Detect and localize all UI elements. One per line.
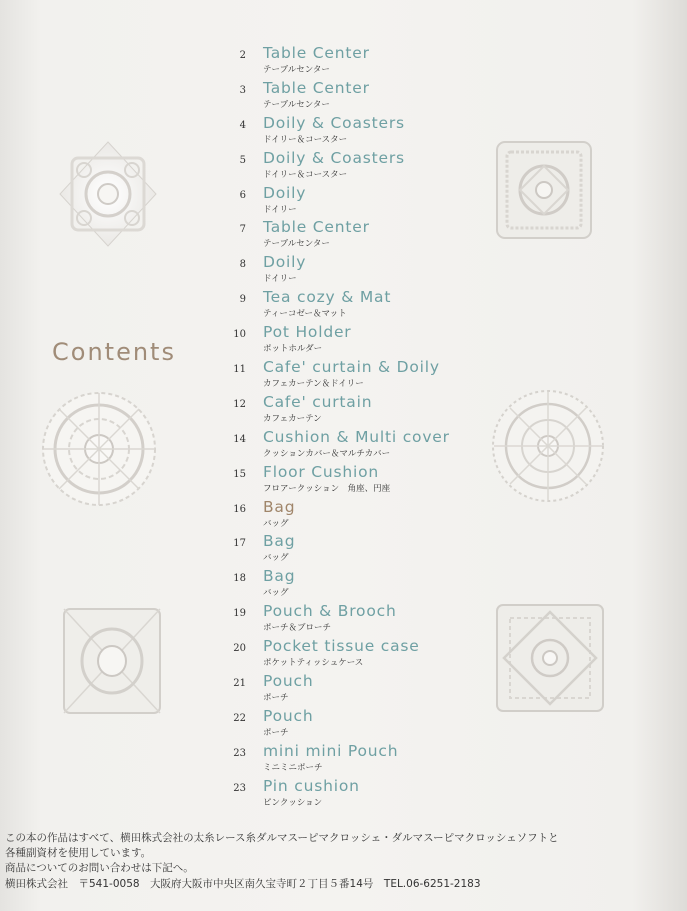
- toc-japanese-title: ポーチ: [263, 727, 289, 738]
- toc-english-title: Doily: [263, 183, 307, 202]
- toc-japanese-title: ドイリー: [263, 204, 297, 215]
- round-doily-left-image: [40, 390, 158, 508]
- toc-english-title: Pouch & Brooch: [263, 602, 397, 621]
- toc-english-title: Doily & Coasters: [263, 113, 405, 132]
- publisher-footer: [5, 831, 685, 892]
- toc-english-title: Floor Cushion: [263, 462, 380, 481]
- toc-japanese-title: テーブルセンター: [263, 239, 330, 250]
- toc-japanese-title: ポケットティッシュケース: [263, 658, 364, 669]
- toc-english-title: Cafe' curtain: [263, 392, 373, 411]
- toc-entry: [230, 567, 650, 602]
- toc-english-title: Pouch: [263, 706, 314, 725]
- toc-entry: [230, 184, 650, 219]
- toc-page-number: 2: [239, 50, 246, 61]
- toc-english-title: Table Center: [263, 218, 370, 237]
- toc-entry: [230, 602, 650, 637]
- toc-english-title: Cushion & Multi cover: [263, 427, 450, 446]
- toc-page-number: 9: [239, 294, 246, 306]
- toc-english-title: Table Center: [263, 78, 370, 97]
- toc-english-title: Bag: [263, 497, 296, 516]
- toc-entry: [230, 114, 650, 149]
- toc-entry: [230, 463, 650, 498]
- toc-page-number: 4: [239, 119, 246, 131]
- toc-entry: [230, 218, 650, 253]
- toc-page-number: 8: [239, 259, 246, 271]
- toc-entry: [230, 44, 650, 79]
- toc-japanese-title: ポーチ＆ブローチ: [263, 623, 332, 634]
- toc-english-title: Cafe' curtain & Doily: [263, 358, 440, 377]
- toc-english-title: Pin cushion: [263, 776, 360, 795]
- toc-english-title: Table Center: [263, 44, 370, 62]
- square-doily-bottom-left-image: [60, 605, 164, 717]
- toc-japanese-title: フロアークッション 角座、円座: [263, 483, 391, 494]
- toc-page-number: 23: [233, 747, 246, 759]
- toc-entry: [230, 672, 650, 707]
- toc-entry: [230, 742, 650, 777]
- toc-japanese-title: ティーコゼー＆マット: [263, 309, 347, 320]
- toc-page-number: 3: [239, 84, 246, 96]
- toc-entry: [230, 358, 650, 393]
- table-of-contents: [230, 44, 650, 812]
- toc-page-number: 7: [239, 224, 246, 236]
- toc-entry: [230, 79, 650, 114]
- footer-line: 横田株式会社 〒541-0058 大阪府大阪市中央区南久宝寺町２丁目５番14号 TEL.06-6251-2183: [5, 877, 481, 890]
- toc-japanese-title: ポットホルダー: [263, 344, 323, 355]
- toc-page-number: 5: [239, 154, 246, 166]
- toc-english-title: mini mini Pouch: [263, 741, 399, 760]
- toc-entry: [230, 288, 650, 323]
- square-doily-top-left-image: [58, 140, 158, 248]
- toc-japanese-title: テーブルセンター: [263, 65, 330, 75]
- toc-page-number: 19: [233, 608, 246, 620]
- toc-english-title: Bag: [263, 567, 296, 586]
- toc-entry: [230, 498, 650, 533]
- toc-page-number: 22: [233, 712, 246, 724]
- toc-page-number: 15: [233, 468, 246, 480]
- toc-entry: [230, 149, 650, 184]
- footer-line: この本の作品はすべて、横田株式会社の太糸レース糸ダルマスーピマクロッシェ・ダルマスーピマクロッシェソフトと: [5, 832, 559, 844]
- toc-english-title: Bag: [263, 532, 296, 551]
- toc-japanese-title: バッグ: [263, 518, 289, 529]
- toc-page-number: 20: [233, 643, 246, 655]
- toc-japanese-title: カフェカーテン＆ドイリー: [263, 379, 364, 390]
- toc-entry: [230, 393, 650, 428]
- toc-japanese-title: カフェカーテン: [263, 413, 322, 424]
- toc-english-title: Pocket tissue case: [263, 637, 420, 656]
- toc-japanese-title: ピンクッション: [263, 797, 323, 808]
- toc-japanese-title: バッグ: [263, 553, 289, 564]
- toc-japanese-title: ポーチ: [263, 693, 289, 704]
- toc-japanese-title: バッグ: [263, 588, 289, 599]
- toc-page-number: 14: [233, 433, 246, 445]
- toc-entry: [230, 637, 650, 672]
- toc-japanese-title: テーブルセンター: [263, 99, 330, 110]
- toc-japanese-title: ドイリー＆コースター: [263, 169, 348, 180]
- toc-entry: [230, 428, 650, 463]
- toc-page-number: 21: [233, 678, 246, 690]
- toc-page-number: 6: [239, 189, 246, 201]
- toc-entry: [230, 707, 650, 742]
- toc-japanese-title: ドイリー: [263, 274, 297, 285]
- toc-japanese-title: クッションカバー＆マルチカバー: [263, 448, 391, 459]
- toc-page-number: 16: [233, 503, 246, 515]
- toc-japanese-title: ミニミニポーチ: [263, 762, 323, 773]
- toc-english-title: Pot Holder: [263, 323, 352, 342]
- toc-page-number: 23: [233, 782, 246, 794]
- toc-english-title: Tea cozy & Mat: [263, 288, 392, 307]
- toc-english-title: Doily & Coasters: [263, 148, 405, 167]
- toc-page-number: 12: [233, 398, 246, 410]
- toc-entry: [230, 777, 650, 812]
- toc-entry: [230, 323, 650, 358]
- toc-japanese-title: ドイリー＆コースター: [263, 134, 348, 145]
- toc-entry: [230, 253, 650, 288]
- toc-page-number: 18: [233, 573, 246, 585]
- contents-heading: Contents: [52, 338, 176, 366]
- toc-english-title: Pouch: [263, 672, 314, 691]
- footer-line: 各種副資材を使用しています。: [5, 847, 152, 860]
- toc-page-number: 10: [233, 329, 246, 341]
- toc-entry: [230, 532, 650, 567]
- footer-line: 商品についてのお問い合わせは下記へ。: [5, 862, 194, 875]
- toc-english-title: Doily: [263, 253, 307, 272]
- toc-page-number: 11: [233, 364, 246, 376]
- toc-page-number: 17: [233, 538, 246, 550]
